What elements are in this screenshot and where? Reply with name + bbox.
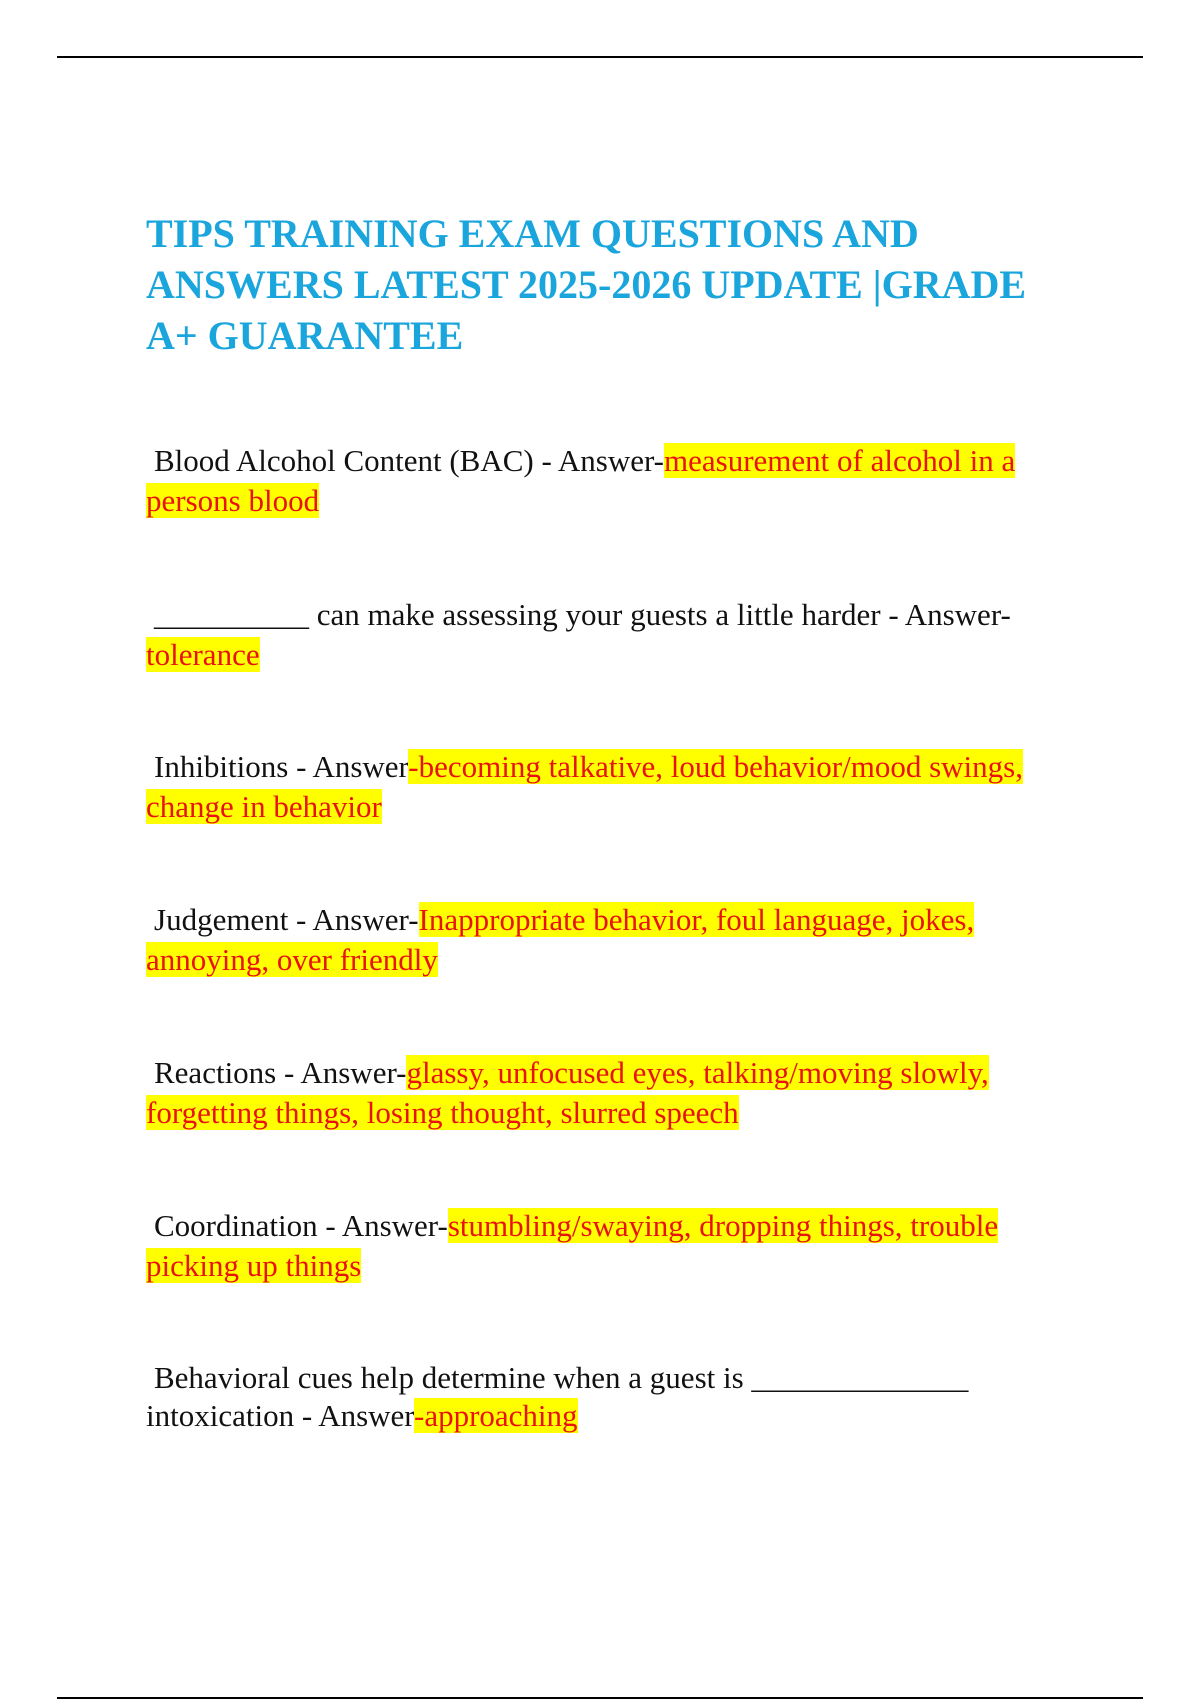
answer-highlight: Inappropriate behavior, foul language, jokes, annoying, over friendly <box>146 902 975 977</box>
answer-highlight: measurement of alcohol in a persons blood <box>146 443 1016 518</box>
answer-highlight: stumbling/swaying, dropping things, trouble picking up things <box>146 1208 999 1283</box>
answer-highlight: glassy, unfocused eyes, talking/moving slowly, forgetting things, losing thought, slurred speech <box>146 1055 989 1130</box>
question-text: Blood Alcohol Content (BAC) - Answer- <box>154 443 664 478</box>
answer-highlight: -approaching <box>414 1398 578 1433</box>
qa-item <box>146 1053 1066 1133</box>
question-text: Judgement - Answer- <box>154 902 419 937</box>
answer-highlight: tolerance <box>146 637 260 672</box>
qa-item <box>146 1206 1066 1286</box>
answer-highlight: -becoming talkative, loud behavior/mood swings, change in behavior <box>146 749 1023 824</box>
qa-item <box>146 900 1066 980</box>
question-text: Inhibitions - Answer <box>154 749 409 784</box>
question-text: Coordination - Answer- <box>154 1208 448 1243</box>
question-text: Behavioral cues help determine when a guest is ______________ intoxication - Answer <box>146 1360 969 1433</box>
qa-item <box>146 1359 1066 1435</box>
bottom-rule <box>57 1697 1143 1699</box>
question-text: Reactions - Answer- <box>154 1055 407 1090</box>
document-title: TIPS TRAINING EXAM QUESTIONS AND ANSWERS LATEST 2025-2026 UPDATE |GRADE A+ GUARANTEE <box>146 211 1027 358</box>
top-rule <box>57 56 1143 58</box>
qa-item <box>146 747 1066 827</box>
qa-item <box>146 441 1066 521</box>
question-text: __________ can make assessing your guests a little harder - Answer- <box>154 597 1011 632</box>
qa-item <box>146 595 1066 675</box>
